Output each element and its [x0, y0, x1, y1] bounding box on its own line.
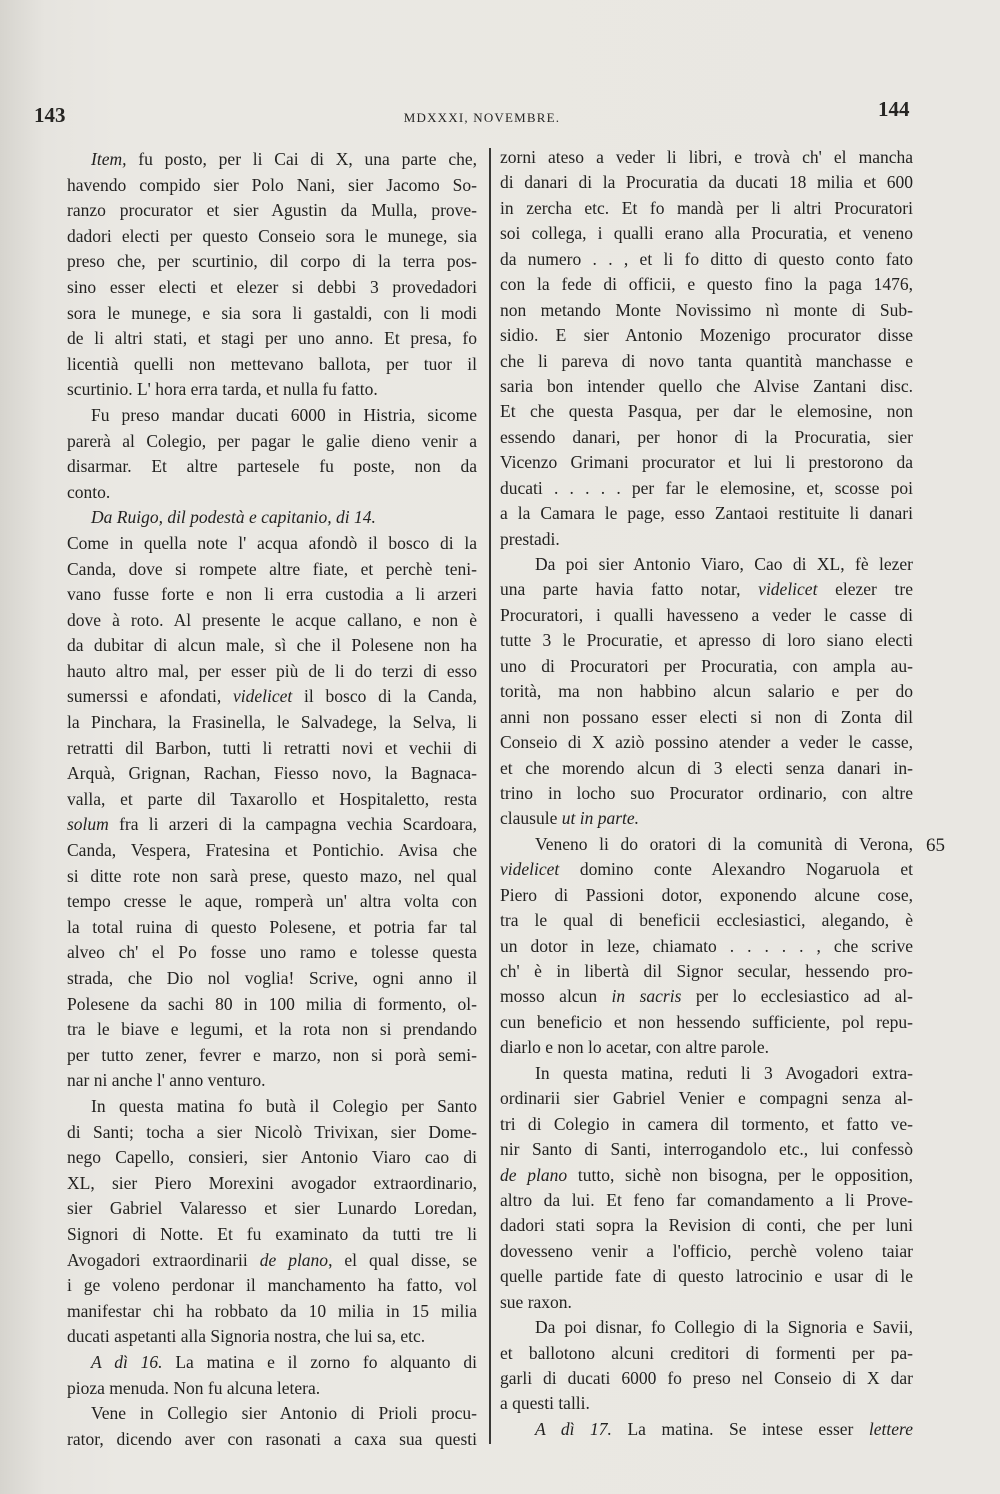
- text-run: La matina e il zorno fo alquanto di: [162, 1351, 477, 1372]
- text-run: una parte havia fatto notar,: [500, 579, 759, 600]
- text-run: domino conte Alexandro Nogaruola et: [559, 859, 913, 880]
- text-line: garli di ducati 6000 fo preso nel Conseio di X dar: [500, 1368, 913, 1388]
- text-line: di Santi; tocha a sier Nicolò Trivixan, sier Dome-: [67, 1121, 477, 1142]
- text-line: havendo compido sier Polo Nani, sier Jacomo So-: [67, 174, 477, 195]
- text-line: disarmar. Et altre partesele fu poste, non da: [67, 456, 477, 477]
- text-line: nir Santo di Santi, interrogandolo etc., lui confessò: [500, 1139, 913, 1160]
- text-line: conto.: [67, 481, 111, 502]
- text-line: XL, sier Piero Morexini avogador extraordinario,: [67, 1172, 477, 1193]
- italic-run: A dì 17.: [535, 1418, 612, 1439]
- page-number-left: 143: [34, 103, 66, 127]
- text-line: In questa matina, reduti li 3 Avogadori extra-: [535, 1062, 913, 1083]
- text-run: sumerssi e afondati,: [67, 686, 234, 707]
- text-line: [500, 857, 913, 882]
- text-line: essendo danari, per honor di la Procuratia, sier: [500, 426, 913, 447]
- text-line: Et che questa Pasqua, per dar le elemosine, non: [500, 401, 913, 422]
- text-line: Canda, dove si rompete altre fiate, et perchè teni-: [67, 558, 477, 579]
- dateline: [67, 505, 477, 531]
- italic-run: videlicet: [500, 859, 560, 880]
- text-line: Piero di Passioni dotor, exponendo alcune cose,: [500, 884, 913, 905]
- italic-run: videlicet: [758, 579, 818, 600]
- italic-run: lettere: [868, 1418, 913, 1439]
- paragraph: [500, 832, 913, 1061]
- column-divider: [489, 148, 491, 1444]
- text-line: vano fusse forte e non li erra custodia a li arzeri: [67, 584, 477, 605]
- text-line: altro da lui. Et feno far comandamento a li Prove-: [500, 1189, 913, 1210]
- text-run: per lo ecclesiastico ad al-: [681, 986, 913, 1007]
- italic-run: videlicet: [233, 686, 293, 707]
- text-line: da numero . . , et li fo ditto di questo conto fato: [500, 248, 913, 269]
- text-line: prestadi.: [500, 528, 560, 549]
- text-line: ducati . . . . . per far le elemosine, et, scosse poi: [500, 477, 913, 498]
- text-line: [67, 1248, 477, 1274]
- text-line: Come in quella note l' acqua afondò il bosco di la: [67, 532, 477, 553]
- text-line: ducati aspetanti alla Signoria nostra, che lui sa, etc.: [67, 1326, 426, 1347]
- text-line: de li altri stati, et stagi per uno anno. Et presa, fo: [67, 328, 477, 349]
- text-line: la total ruina di questo Polesene, et potria far tal: [67, 916, 477, 937]
- text-line: tutte 3 le Procuratie, et apresso di loro siano electi: [500, 630, 913, 651]
- text-line: ranzo procurator et sier Agustin da Mulla, prove-: [67, 200, 477, 221]
- text-column-right: [500, 145, 913, 1442]
- text-line: di danari di la Procuratia da ducati 18 milia et 600: [500, 172, 913, 193]
- text-line: rator, dicendo aver con rasonati a caxa sua questi: [67, 1428, 477, 1449]
- paragraph: [67, 1401, 477, 1452]
- italic-run: solum: [67, 814, 109, 835]
- text-line: che li pareva di novo tanta quantità manchasse e: [500, 350, 913, 371]
- text-column-left: [67, 147, 477, 1452]
- text-line: sier Gabriel Valaresso et sier Lunardo Loredan,: [67, 1198, 477, 1219]
- text-line: non metando Monte Novissimo nì monte di Sub-: [500, 299, 913, 320]
- text-line: sidio. E sier Antonio Mozenigo procurator disse: [500, 325, 913, 346]
- text-line: [67, 812, 477, 838]
- text-line: sue raxon.: [500, 1291, 572, 1312]
- text-line: sora le munege, e sia sora li gastaldi, con li modi: [67, 302, 477, 323]
- text-line: parerà al Colegio, per pagar le galie dieno venir a: [67, 430, 477, 451]
- text-line: zorni ateso a veder li libri, e trovà ch' el mancha: [500, 147, 913, 167]
- text-line: anni non possano esser electi si non di Zonta dil: [500, 706, 913, 727]
- italic-run: de plano: [259, 1249, 329, 1270]
- text-line: In questa matina fo butà il Colegio per Santo: [91, 1095, 477, 1116]
- text-run: La matina. Se intese esser: [611, 1418, 869, 1439]
- text-line: i ge voleno perdonar il manchamento ha fatto, vol: [67, 1275, 477, 1296]
- text-line: con la fede di officii, e questo fino la paga 1476,: [500, 274, 913, 295]
- text-line: Vicenzo Grimani procurator et lui li prestorono da: [500, 452, 913, 473]
- text-line: [500, 984, 913, 1009]
- text-line: preso che, per scurtinio, dil corpo di la terra pos-: [67, 251, 477, 272]
- text-line: un dotor in leze, chiamato . . . . . , che scrive: [500, 935, 913, 956]
- italic-run: de plano: [500, 1164, 568, 1185]
- italic-run: Item,: [91, 149, 127, 169]
- text-line: retratti dil Barbon, tutti li retratti novi et vechii di: [67, 737, 477, 758]
- text-run: elezer tre: [817, 579, 913, 600]
- text-line: dadori electi per questo Conseio sora le munege, sia: [67, 225, 477, 246]
- margin-line-number: 65: [926, 835, 945, 856]
- text-line: pioza menuda. Non fu alcuna letera.: [67, 1377, 321, 1398]
- text-line: si ditte rote non sarà prese, questo mazo, nel qual: [67, 865, 477, 886]
- text-line: da dubitar di alcun male, sì che il Polesene non ha: [67, 635, 477, 656]
- text-line: [67, 1350, 477, 1376]
- text-line: uno di Procuratori per Procuratia, con ampla au-: [500, 655, 913, 676]
- text-line: Signori di Notte. Et fu examinato da tutti tre li: [67, 1223, 477, 1244]
- text-line: [67, 147, 477, 173]
- text-line: Conseio di X aziò possino atender a veder le casse,: [500, 732, 913, 753]
- text-run: fu posto, per li Cai di X, una parte che,: [126, 149, 477, 169]
- paragraph: [67, 147, 477, 403]
- text-line: ch' è in libertà dil Signor secular, hessendo pro-: [500, 961, 913, 981]
- text-line: a questi talli.: [500, 1393, 590, 1414]
- text-line: et che morendo alcun di 3 electi senza danari in-: [500, 757, 913, 778]
- text-line: a la Camara le page, esso Zantaoi restituite li danari: [500, 503, 913, 524]
- text-line: [500, 1417, 913, 1442]
- text-line: sino esser electi et elezer si debbi 3 provedadori: [67, 276, 477, 297]
- italic-run: ut in parte.: [561, 808, 640, 829]
- text-line: Da poi disnar, fo Collegio di la Signoria e Savii,: [535, 1317, 913, 1338]
- text-line: diarlo e non lo acetar, con altre parole.: [500, 1037, 769, 1058]
- paragraph: [67, 505, 477, 1094]
- text-run: tutto, sichè non bisogna, per le opposition,: [567, 1164, 913, 1185]
- text-line: soi collega, i qualli erano alla Procuratia, et veneno: [500, 223, 913, 244]
- running-title: MDXXXI, NOVEMBRE.: [403, 110, 561, 125]
- text-line: in zercha etc. Et fo mandà per li altri Procuratori: [500, 197, 913, 218]
- text-line: hauto altro mal, per esser più de li do terzi di esso: [67, 660, 477, 681]
- text-line: [500, 577, 913, 602]
- paragraph: [500, 552, 913, 832]
- text-line: tra le biave e legumi, et la rota non si prendando: [67, 1019, 477, 1040]
- text-line: Arquà, Grignan, Rachan, Fiesso novo, la Bagnaca-: [67, 763, 477, 784]
- text-run: clausule: [500, 808, 562, 829]
- text-line: valla, et parte dil Taxarollo et Hospitaletto, resta: [67, 788, 477, 809]
- text-run: mosso alcun: [500, 986, 612, 1007]
- text-line: scurtinio. L' hora erra tarda, et nulla fu fatto.: [67, 379, 378, 400]
- text-line: Veneno li do oratori di la comunità di Verona,: [535, 833, 913, 854]
- paragraph: [67, 403, 477, 505]
- text-line: et ballotono alcuni creditori di formenti per pa-: [500, 1342, 913, 1363]
- text-line: licentià quelli non mettevano ballota, per tuor il: [67, 353, 477, 374]
- text-line: trino in locho suo Procurator ordinario, con altre: [500, 782, 913, 803]
- text-line: [500, 806, 913, 831]
- text-line: strada, che Dio nol voglia! Scrive, ogni anno il: [67, 968, 477, 988]
- text-line: quelle partide fate di questo latrocinio e usar di le: [500, 1266, 913, 1287]
- paragraph: [500, 1061, 913, 1315]
- text-run: Avogadori extraordinarii: [67, 1249, 260, 1270]
- text-line: tri di Colegio in camera dil tormento, et fatto ve-: [500, 1113, 913, 1134]
- text-line: saria bon intender quello che Alvise Zantani disc.: [500, 375, 913, 396]
- text-line: Canda, Vespera, Fratesina et Pontichio. Avisa che: [67, 840, 477, 861]
- text-line: ordinarii sier Gabriel Venier e compagni senza al-: [500, 1088, 913, 1109]
- text-line: la Pinchara, la Frasinella, le Salvadege, la Selva, li: [67, 712, 477, 733]
- text-run: il bosco di la Canda,: [292, 686, 477, 707]
- text-line: dovesseno venir a l'officio, perchè voleno taiar: [500, 1240, 913, 1261]
- text-line: nego Capello, consieri, sier Antonio Viaro cao di: [67, 1147, 477, 1168]
- italic-run: in sacris: [611, 986, 682, 1007]
- page-number-right: 144: [878, 97, 910, 121]
- text-line: tra le qual di beneficii ecclesiastici, alegando, è: [500, 910, 913, 931]
- text-line: dove à roto. Al presente le acque callano, e non è: [67, 609, 477, 630]
- text-line: Polesene da sachi 80 in 100 milia di formento, ol-: [67, 993, 477, 1014]
- text-run: fra li arzeri di la campagna vechia Scardoara,: [108, 814, 477, 835]
- text-line: Procuratori, i qualli havesseno a veder le casse di: [500, 604, 913, 625]
- text-line: dadori stati sopra la Revision di conti, che per luni: [500, 1215, 913, 1236]
- text-run: , el qual disse, se: [328, 1249, 477, 1270]
- text-line: Da poi sier Antonio Viaro, Cao di XL, fè lezer: [535, 554, 913, 574]
- paragraph: [500, 1315, 913, 1417]
- text-line: nar ni anche l' anno venturo.: [67, 1070, 266, 1091]
- text-line: [67, 684, 477, 710]
- text-line: torità, ma non habbino alcun salario e per do: [500, 681, 913, 702]
- text-line: per tutto zener, fevrer e marzo, non si porà semi-: [67, 1044, 477, 1065]
- italic-run: Da Ruigo, dil podestà e capitanio, di 14.: [91, 507, 376, 528]
- text-line: Vene in Collegio sier Antonio di Prioli procu-: [91, 1403, 477, 1424]
- paragraph: [500, 1417, 913, 1442]
- text-line: Fu preso mandar ducati 6000 in Histria, sicome: [91, 404, 477, 425]
- text-line: tempo cresse le aque, romperà un' altra volta con: [67, 891, 477, 912]
- italic-run: A dì 16.: [91, 1351, 163, 1372]
- text-line: manifestar chi ha robbato da 10 milia in 15 milia: [67, 1300, 477, 1321]
- text-line: alveo ch' el Po fosse uno ramo e tolesse questa: [67, 942, 477, 963]
- text-line: cun beneficio et non hessendo sufficiente, pol repu-: [500, 1011, 913, 1032]
- text-line: [500, 1163, 913, 1188]
- paragraph: [67, 1094, 477, 1350]
- paragraph: [500, 145, 913, 552]
- paragraph: [67, 1350, 477, 1401]
